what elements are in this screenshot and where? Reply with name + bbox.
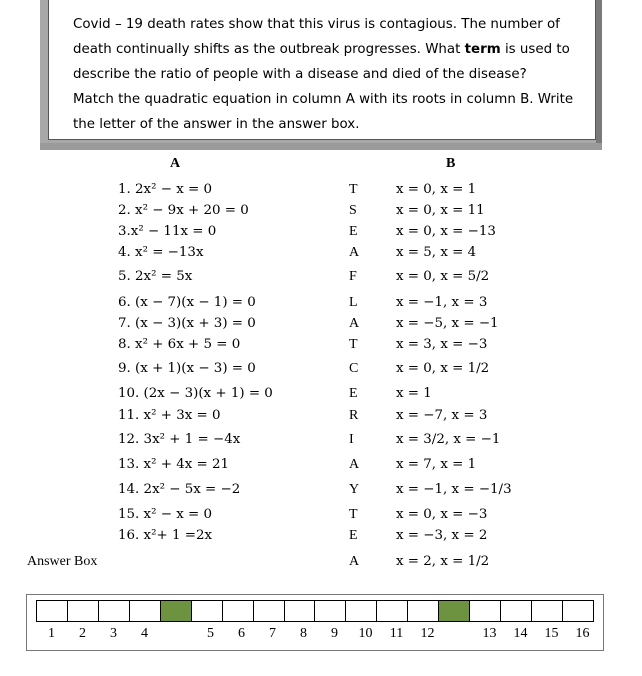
- answer-cell[interactable]: [285, 601, 316, 621]
- answer-letter: R: [349, 408, 359, 423]
- answer-number: 6: [238, 626, 245, 641]
- table-row: [0, 269, 642, 290]
- answer-cell[interactable]: [470, 601, 501, 621]
- answer-cell[interactable]: [192, 601, 223, 621]
- answer-number: 10: [358, 626, 373, 641]
- answer-space-cell: [439, 601, 470, 621]
- equation-text: 5. 2x² = 5x: [118, 269, 193, 284]
- question-frame-shadow-right: [596, 0, 602, 148]
- roots-text: x = −1, x = 3: [396, 295, 488, 310]
- table-row: [0, 316, 642, 337]
- table-row: [0, 408, 642, 429]
- equation-text: 14. 2x² − 5x = −2: [118, 482, 241, 497]
- answer-cell[interactable]: [315, 601, 346, 621]
- column-b-heading: B: [446, 156, 456, 171]
- answer-box-label: Answer Box: [27, 554, 98, 569]
- roots-text: x = 0, x = 5/2: [396, 269, 490, 284]
- answer-letter: A: [349, 457, 360, 472]
- answer-cell[interactable]: [346, 601, 377, 621]
- table-row: [0, 507, 642, 528]
- answer-letter: F: [349, 269, 357, 284]
- roots-text: x = 0, x = −3: [396, 507, 488, 522]
- equation-text: 9. (x + 1)(x − 3) = 0: [118, 361, 256, 376]
- answer-letter: A: [349, 554, 360, 569]
- equation-text: 13. x² + 4x = 21: [118, 457, 230, 472]
- equation-text: 16. x²+ 1 =2x: [118, 528, 213, 543]
- answer-letter: T: [349, 182, 358, 197]
- answer-number: 13: [482, 626, 497, 641]
- answer-letter: C: [349, 361, 359, 376]
- roots-text: x = 0, x = 1/2: [396, 361, 490, 376]
- answer-letter: L: [349, 295, 358, 310]
- answer-cell[interactable]: [99, 601, 130, 621]
- roots-text: x = 0, x = −13: [396, 224, 496, 239]
- answer-cell[interactable]: [563, 601, 593, 621]
- column-a-heading: A: [170, 156, 181, 171]
- roots-text: x = 0, x = 1: [396, 182, 477, 197]
- answer-cell[interactable]: [68, 601, 99, 621]
- equation-text: 8. x² + 6x + 5 = 0: [118, 337, 241, 352]
- answer-number: 4: [141, 626, 148, 641]
- equation-text: 3.x² − 11x = 0: [118, 224, 217, 239]
- answer-number: 7: [269, 626, 276, 641]
- equation-text: 6. (x − 7)(x − 1) = 0: [118, 295, 256, 310]
- table-row: [0, 337, 642, 358]
- equation-text: 15. x² − x = 0: [118, 507, 213, 522]
- answer-letter: S: [349, 203, 357, 218]
- table-row: [0, 295, 642, 316]
- answer-letter: T: [349, 507, 358, 522]
- answer-cell[interactable]: [254, 601, 285, 621]
- answer-letter: T: [349, 337, 358, 352]
- answer-letter: A: [349, 316, 360, 331]
- answer-letter: A: [349, 245, 360, 260]
- answer-letter: Y: [349, 482, 360, 497]
- answer-cell[interactable]: [408, 601, 439, 621]
- roots-text: x = −3, x = 2: [396, 528, 488, 543]
- table-row: [0, 432, 642, 453]
- answer-number: 2: [79, 626, 86, 641]
- answer-box-cells: [36, 600, 594, 622]
- roots-text: x = 7, x = 1: [396, 457, 477, 472]
- table-row: [0, 224, 642, 245]
- table-row: [0, 482, 642, 503]
- answer-cell[interactable]: [37, 601, 68, 621]
- answer-number: 12: [420, 626, 435, 641]
- answer-letter: I: [349, 432, 354, 447]
- answer-cell[interactable]: [377, 601, 408, 621]
- equation-text: 11. x² + 3x = 0: [118, 408, 221, 423]
- equation-text: 7. (x − 3)(x + 3) = 0: [118, 316, 256, 331]
- answer-letter: E: [349, 224, 358, 239]
- question-line-1: Covid – 19 death rates show that this virus is contagious. The number of: [73, 17, 560, 32]
- answer-number: 16: [575, 626, 590, 641]
- roots-text: x = 3/2, x = −1: [396, 432, 501, 447]
- answer-cell[interactable]: [223, 601, 254, 621]
- table-row: [0, 182, 642, 203]
- roots-text: x = 5, x = 4: [396, 245, 477, 260]
- roots-text: x = −7, x = 3: [396, 408, 488, 423]
- table-row: [0, 386, 642, 407]
- answer-number: 9: [331, 626, 338, 641]
- answer-space-cell: [161, 601, 192, 621]
- answer-letter: E: [349, 528, 358, 543]
- table-row: [0, 361, 642, 382]
- roots-text: x = 3, x = −3: [396, 337, 488, 352]
- equation-text: 10. (2x − 3)(x + 1) = 0: [118, 386, 273, 401]
- roots-text: x = 0, x = 11: [396, 203, 485, 218]
- equation-text: 4. x² = −13x: [118, 245, 204, 260]
- answer-number: 14: [513, 626, 528, 641]
- answer-number: 3: [110, 626, 117, 641]
- answer-number: 8: [300, 626, 307, 641]
- question-line-2: death continually shifts as the outbreak progresses. What term is used to: [73, 42, 570, 57]
- roots-text: x = −1, x = −1/3: [396, 482, 512, 497]
- table-row: [0, 203, 642, 224]
- roots-text: x = 1: [396, 386, 432, 401]
- answer-number: 1: [48, 626, 55, 641]
- answer-number: 15: [544, 626, 559, 641]
- question-frame-shadow-bottom: [40, 143, 602, 150]
- question-line-4: Match the quadratic equation in column A with its roots in column B. Write: [73, 92, 574, 107]
- answer-cell[interactable]: [532, 601, 563, 621]
- equation-text: 12. 3x² + 1 = −4x: [118, 432, 241, 447]
- question-line-5: the letter of the answer in the answer box.: [73, 117, 360, 132]
- roots-text: x = −5, x = −1: [396, 316, 499, 331]
- equation-text: 2. x² − 9x + 20 = 0: [118, 203, 249, 218]
- table-row: [0, 528, 642, 549]
- equation-text: 1. 2x² − x = 0: [118, 182, 213, 197]
- table-row: [0, 457, 642, 478]
- answer-cell[interactable]: [501, 601, 532, 621]
- table-row: [0, 245, 642, 266]
- answer-number: 11: [389, 626, 404, 641]
- roots-text: x = 2, x = 1/2: [396, 554, 490, 569]
- answer-cell[interactable]: [130, 601, 161, 621]
- answer-letter: E: [349, 386, 358, 401]
- question-line-3: describe the ratio of people with a disease and died of the disease?: [73, 67, 527, 82]
- answer-number: 5: [207, 626, 214, 641]
